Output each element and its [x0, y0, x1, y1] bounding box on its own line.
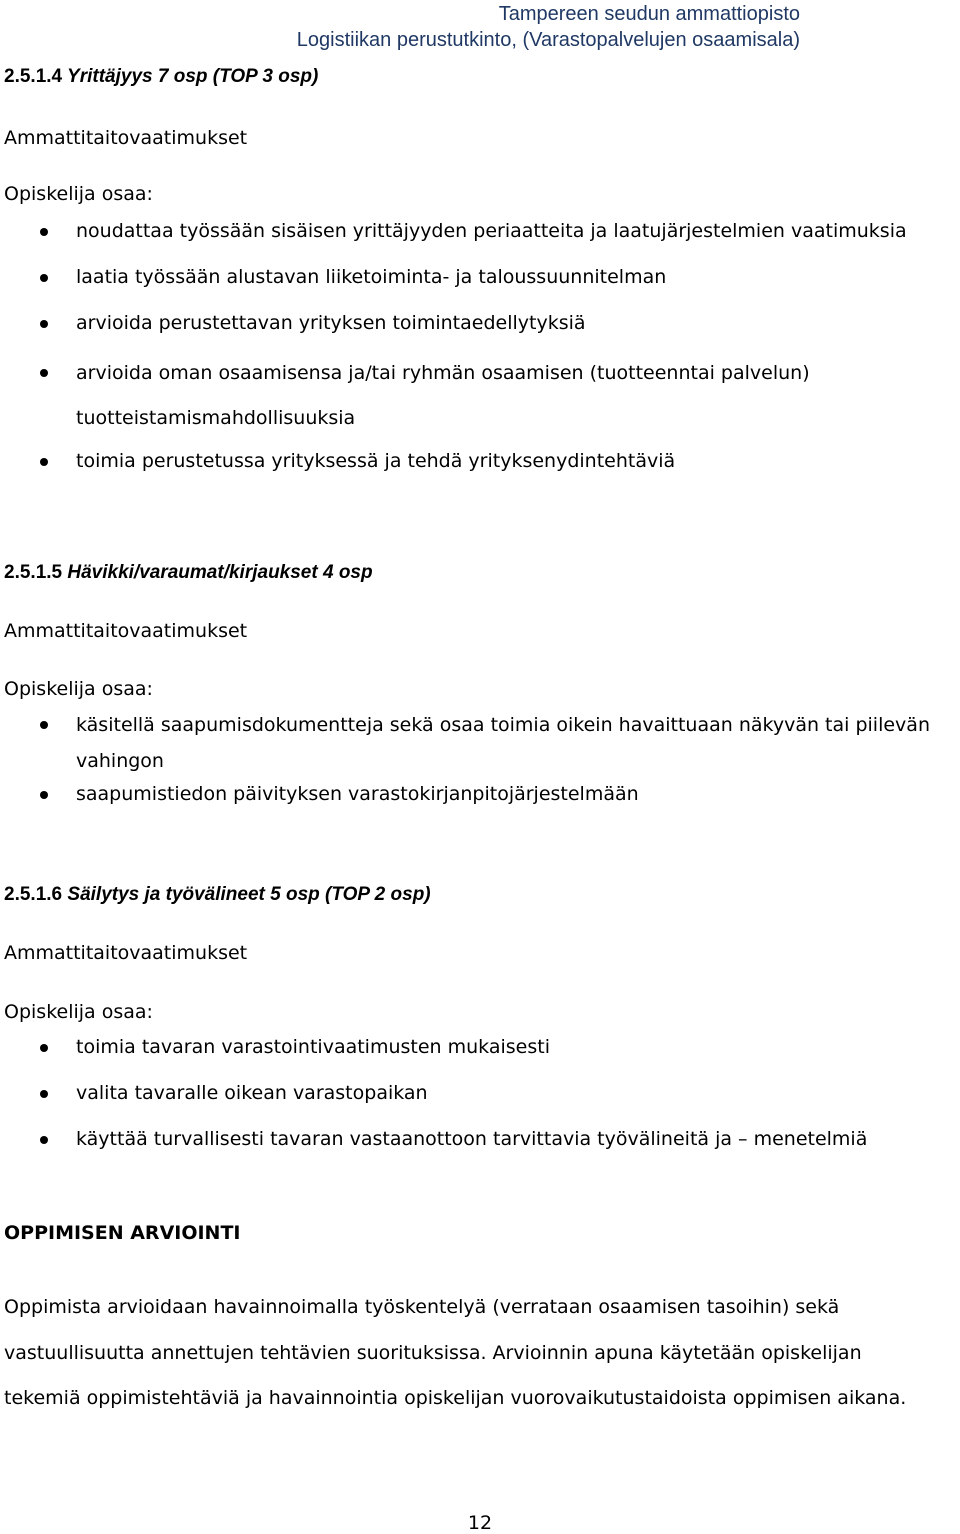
section-lead: Opiskelija osaa:	[4, 183, 153, 205]
bullet-icon	[40, 1044, 48, 1052]
assessment-text-line: Oppimista arvioidaan havainnoimalla työskentelyä (verrataan osaamisen tasoihin) sekä	[4, 1296, 840, 1318]
section-subheading: Ammattitaitovaatimukset	[4, 127, 248, 149]
document-page: Tampereen seudun ammattiopisto Logistiikan perustutkinto, (Varastopalvelujen osaamisala) 2.5.1.4 Yrittäjyys 7 osp (TOP 3 osp) Ammattitaitovaatimukset Opiskelija osaa: noudattaa työssään sisäisen yrittäjyyden periaatteita ja laatujärjestelmien vaatimuksia laatia työssään alustavan liiketoiminta- ja taloussuunnitelman arvioida perustettavan yrityksen toimintaedellytyksiä arvioida oman osaamisensa ja/tai ryhmän osaamisen (tuotteenntai palvelun) tuotteistamismahdollisuuksia toimia perustetussa yrityksessä ja tehdä yrityksenydintehtäviä 2.5.1.5 Hävikki/varaumat/kirjaukset 4 osp Ammattitaitovaatimukset Opiskelija osaa: käsitellä saapumisdokumentteja sekä osaa toimia oikein havaittuaan näkyvän tai piilevän vahingon saapumistiedon päivityksen varastokirjanpitojärjestelmään 2.5.1.6 Säilytys ja työvälineet 5 osp (TOP 2 osp) Ammattitaitovaatimukset Opiskelija osaa: toimia tavaran varastointivaatimusten mukaisesti valita tavaralle oikean varastopaikan käyttää turvallisesti tavaran vastaanottoon tarvittavia työvälineitä ja – menetelmiä OPPIMISEN ARVIOINTI Oppimista arvioidaan havainnoimalla työskentelyä (verrataan osaamisen tasoihin) sekä vastuullisuutta annettujen tehtävien suorituksissa. Arvioinnin apuna käytetään opiskelijan tekemiä oppimistehtäviä ja havainnointia opiskelijan vuorovaikutustaidoista oppimisen aikana. 12	[0, 0, 960, 1532]
bullet-icon	[40, 1136, 48, 1144]
bullet-icon	[40, 721, 48, 729]
bullet-icon	[40, 320, 48, 328]
header-institution: Tampereen seudun ammattiopisto	[498, 3, 800, 25]
bullet-icon	[40, 228, 48, 236]
assessment-text-line: tekemiä oppimistehtäviä ja havainnointia opiskelijan vuorovaikutustaidoista oppimisen aikana.	[4, 1387, 907, 1409]
bullet-icon	[40, 274, 48, 282]
assessment-heading: OPPIMISEN ARVIOINTI	[4, 1222, 241, 1244]
section-title-2515: 2.5.1.5 Hävikki/varaumat/kirjaukset 4 osp	[4, 562, 373, 583]
page-header	[297, 0, 800, 54]
section-subheading: Ammattitaitovaatimukset	[4, 620, 248, 642]
bullet-icon	[40, 791, 48, 799]
section-title-2516: 2.5.1.6 Säilytys ja työvälineet 5 osp (TOP 2 osp)	[4, 884, 431, 905]
section-lead: Opiskelija osaa:	[4, 1001, 153, 1023]
section-title-2514: 2.5.1.4 Yrittäjyys 7 osp (TOP 3 osp)	[4, 66, 319, 87]
bullet-icon	[40, 1090, 48, 1098]
section-lead: Opiskelija osaa:	[4, 678, 153, 700]
section-subheading: Ammattitaitovaatimukset	[4, 942, 248, 964]
assessment-text-line: vastuullisuutta annettujen tehtävien suorituksissa. Arvioinnin apuna käytetään opiskelijan	[4, 1342, 862, 1364]
header-degree: Logistiikan perustutkinto, (Varastopalvelujen osaamisala)	[296, 29, 800, 51]
bullet-icon	[40, 369, 48, 377]
bullet-icon	[40, 458, 48, 466]
page-number: 12	[467, 1512, 493, 1534]
